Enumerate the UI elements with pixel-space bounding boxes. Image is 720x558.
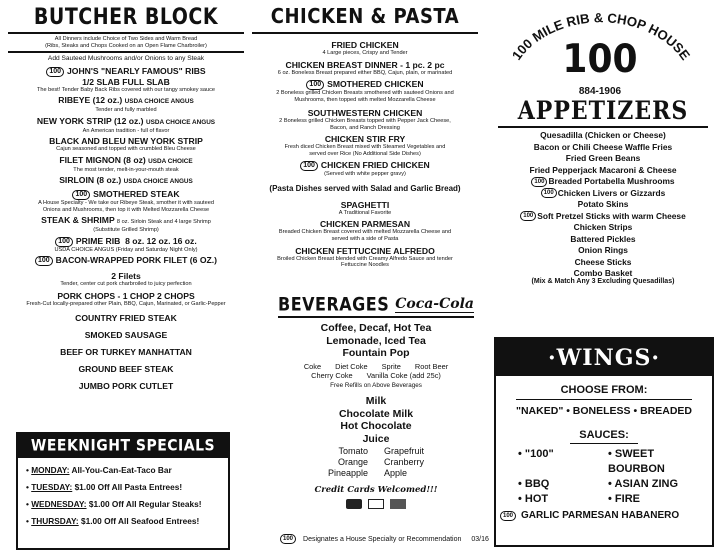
pork-filet-name: BACON-WRAPPED PORK FILET (6 OZ.) bbox=[55, 255, 218, 266]
southwestern-chicken-name: SOUTHWESTERN CHICKEN bbox=[307, 108, 423, 119]
wings-title-bar bbox=[496, 339, 712, 376]
appetizer-list bbox=[494, 130, 712, 280]
steak-shrimp-item bbox=[8, 215, 244, 227]
appetizer-item bbox=[494, 142, 712, 154]
pop-item: Diet Coke bbox=[335, 361, 368, 371]
discover-icon bbox=[390, 499, 406, 509]
juice-list bbox=[272, 446, 480, 479]
appetizer-item bbox=[494, 211, 712, 223]
pork-filet-item bbox=[8, 255, 244, 266]
steak-shrimp-desc: 8 oz. Sirloin Steak and 4 large Shrimp bbox=[116, 219, 211, 226]
smothered-steak-desc-1: A House Specialty - We take our Ribeye Steak, smother it with sauteed bbox=[38, 200, 214, 207]
appetizer-item bbox=[494, 222, 712, 234]
beverages-section bbox=[272, 293, 480, 509]
prime-rib-name: PRIME RIB bbox=[75, 236, 121, 246]
appetizer-name: Fried Pepperjack Macaroni & Cheese bbox=[529, 164, 677, 175]
juice-item: Pineapple bbox=[327, 468, 368, 479]
prime-rib-desc: USDA CHOICE ANGUS (Friday and Saturday Night Only) bbox=[54, 246, 198, 253]
ribs-item bbox=[8, 66, 244, 77]
divider bbox=[498, 126, 708, 128]
weeknight-list bbox=[26, 462, 220, 530]
juice-row bbox=[272, 457, 480, 468]
logo-phone: 884-1906 bbox=[578, 86, 622, 97]
divider bbox=[252, 32, 478, 34]
appetizer-name: Onion Rings bbox=[578, 245, 628, 255]
stir-fry-name: CHICKEN STIR FRY bbox=[324, 134, 406, 145]
sauce-name: BBQ bbox=[524, 478, 550, 490]
house-specialty-badge: 100 bbox=[500, 511, 516, 521]
ribeye-item bbox=[8, 95, 244, 107]
sauce-name: FIRE bbox=[614, 493, 640, 505]
weeknight-item: • THURSDAY: $1.00 Off All Seafood Entrees! bbox=[26, 516, 200, 526]
garlic-parm-row bbox=[500, 510, 712, 521]
cfc-item bbox=[252, 160, 478, 171]
ribeye-tag: USDA CHOICE ANGUS bbox=[124, 98, 194, 106]
appetizer-name: Soft Pretzel Sticks with warm Cheese bbox=[537, 210, 686, 221]
juice-item: Apple bbox=[384, 468, 408, 479]
smothered-steak-item bbox=[8, 189, 244, 200]
sauce-name: "100" bbox=[524, 448, 554, 460]
weeknight-day: MONDAY: bbox=[31, 465, 70, 475]
combo-note: (Mix & Match Any 3 Excluding Quesadillas) bbox=[531, 277, 675, 285]
appetizer-item bbox=[494, 257, 712, 269]
beef-turkey-manhattan: BEEF OR TURKEY MANHATTAN bbox=[60, 347, 192, 358]
appetizers-title: APPETIZERS bbox=[517, 96, 689, 126]
nystrip-tag: USDA CHOICE ANGUS bbox=[145, 118, 216, 126]
juice-item: Cranberry bbox=[384, 457, 425, 468]
house-specialty-badge: 100 bbox=[531, 177, 547, 187]
beverage-line-3: Fountain Pop bbox=[342, 347, 410, 359]
appetizer-name: Fried Green Beans bbox=[565, 153, 641, 163]
house-specialty-badge: 100 bbox=[306, 80, 324, 90]
parmesan-name: CHICKEN PARMESAN bbox=[319, 219, 411, 230]
weeknight-item: • WEDNESDAY: $1.00 Off All Regular Steaks! bbox=[26, 499, 202, 509]
sauce-item: • BBQ bbox=[518, 478, 550, 490]
southwestern-chicken-desc-1: 2 Boneless grilled Chicken Breasts topped with Pepper Jack Cheese, bbox=[279, 118, 451, 125]
pop-list-2 bbox=[272, 371, 480, 380]
appetizers-section bbox=[494, 96, 712, 285]
appetizer-name: Chicken Strips bbox=[573, 222, 633, 232]
fried-chicken-desc: 4 Large pieces, Crispy and Tender bbox=[322, 50, 408, 56]
prime-rib-sizes: 8 oz. 12 oz. 16 oz. bbox=[125, 236, 197, 246]
appetizer-item bbox=[494, 188, 712, 200]
nystrip-name: NEW YORK STRIP (12 oz.) bbox=[36, 115, 144, 126]
beverages-title: BEVERAGES bbox=[278, 293, 390, 315]
smothered-steak-name: SMOTHERED STEAK bbox=[93, 189, 180, 200]
sauce-name: ASIAN ZING bbox=[614, 478, 679, 490]
weeknight-title: WEEKNIGHT SPECIALS bbox=[30, 436, 216, 456]
steak-shrimp-desc-2: (Substitute Grilled Shrimp) bbox=[93, 227, 159, 234]
parmesan-desc-2: served with a side of Pasta bbox=[331, 236, 399, 242]
nystrip-item bbox=[8, 116, 244, 128]
footnote bbox=[280, 534, 489, 544]
divider bbox=[570, 443, 638, 444]
credit-cards-note: Credit Cards Welcomed!!! bbox=[314, 485, 438, 496]
juice-item: Tomato bbox=[338, 446, 368, 457]
beverages-header bbox=[272, 293, 480, 315]
appetizer-name: Potato Skins bbox=[577, 199, 629, 209]
chocolate-milk: Chocolate Milk bbox=[338, 407, 414, 420]
nystrip-desc: An American tradition - full of flavor bbox=[82, 127, 170, 134]
milk: Milk bbox=[365, 395, 387, 408]
smothered-chicken-desc-2: Mushrooms, then topped with melted Mozzarella Cheese bbox=[294, 96, 436, 103]
pop-item: Coke bbox=[303, 361, 322, 371]
sauce-item: • HOT bbox=[518, 493, 549, 505]
sauce-grid bbox=[496, 447, 712, 507]
appetizer-name: Combo Basket bbox=[573, 268, 633, 278]
house-specialty-badge: 100 bbox=[280, 534, 296, 544]
weeknight-text: $1.00 Off All Seafood Entrees! bbox=[81, 516, 200, 526]
house-specialty-badge: 100 bbox=[541, 188, 557, 198]
appetizer-item bbox=[494, 245, 712, 257]
parmesan-desc-1: Breaded Chicken Breast covered with melted Mozzarella Cheese and bbox=[278, 229, 452, 236]
juice-item: Orange bbox=[337, 457, 368, 468]
menu-date: 03/16 bbox=[471, 535, 489, 543]
appetizer-item bbox=[494, 165, 712, 177]
butcher-block-section bbox=[8, 4, 244, 395]
weeknight-specials-box bbox=[16, 432, 230, 550]
alfredo-desc-2: Fettuccine Noodles bbox=[341, 262, 389, 269]
southwestern-chicken-desc-2: Bacon, and Ranch Dressing bbox=[330, 124, 400, 131]
butcher-intro-2: (Ribs, Steaks and Chops Cooked on an Open Flame Charbroiler) bbox=[45, 42, 207, 49]
wings-sauces-label: SAUCES: bbox=[579, 429, 629, 441]
jumbo-pork-cutlet: JUMBO PORK CUTLET bbox=[78, 381, 174, 392]
chicken-breast-name: CHICKEN BREAST DINNER - 1 pc. 2 pc bbox=[285, 59, 445, 70]
weeknight-day: TUESDAY: bbox=[31, 482, 73, 492]
house-specialty-badge: 100 bbox=[520, 211, 536, 221]
card-logos bbox=[272, 499, 480, 509]
sauce-item: • ASIAN ZING bbox=[608, 478, 679, 490]
chicken-pasta-title: CHICKEN & PASTA bbox=[270, 4, 460, 29]
butcher-addon: Add Sauteed Mushrooms and/or Onions to any Steak bbox=[47, 55, 205, 63]
fried-chicken-name: FRIED CHICKEN bbox=[331, 40, 399, 50]
wings-box bbox=[494, 337, 714, 547]
juice: Juice bbox=[362, 432, 390, 445]
weeknight-item: • MONDAY: All-You-Can-Eat-Taco Bar bbox=[26, 465, 172, 475]
stir-fry-desc-2: served over Rice (No Additional Side Dishes) bbox=[309, 150, 421, 157]
sauce-item: • FIRE bbox=[608, 493, 640, 505]
visa-icon bbox=[368, 499, 384, 509]
pop-item: Sprite bbox=[381, 361, 401, 371]
appetizer-name: Battered Pickles bbox=[570, 233, 636, 244]
juice-row bbox=[272, 468, 480, 479]
weeknight-day: THURSDAY: bbox=[31, 516, 79, 526]
appetizer-item bbox=[494, 130, 712, 142]
weeknight-item: • TUESDAY: $1.00 Off All Pasta Entrees! bbox=[26, 482, 183, 492]
weeknight-title-bar bbox=[18, 434, 228, 458]
juice-item: Grapefruit bbox=[384, 446, 425, 457]
filet-tag: USDA CHOICE bbox=[148, 157, 193, 165]
weeknight-text: $1.00 Off All Regular Steaks! bbox=[88, 499, 202, 509]
pop-item: Root Beer bbox=[414, 361, 449, 371]
ribeye-desc: Tender and fully marbled bbox=[95, 107, 157, 114]
spaghetti-name: SPAGHETTI bbox=[340, 199, 390, 210]
prime-rib-item bbox=[8, 236, 244, 247]
beverage-line-2: Lemonade, Iced Tea bbox=[326, 334, 426, 347]
pasta-note: (Pasta Dishes served with Salad and Garlic Bread) bbox=[269, 183, 461, 193]
appetizer-item bbox=[494, 153, 712, 165]
sirloin-item bbox=[8, 175, 244, 187]
pork-chops-name: PORK CHOPS - 1 CHOP 2 CHOPS bbox=[57, 290, 195, 301]
coca-cola-logo: Coca-Cola bbox=[395, 296, 474, 312]
house-specialty-badge: 100 bbox=[300, 161, 318, 171]
ribs-desc: The best! Tender Baby Back Ribs covered with our tangy smokey sauce bbox=[36, 86, 216, 93]
two-filets: 2 Filets bbox=[111, 271, 141, 282]
sirloin-name: SIRLOIN (8 oz.) bbox=[59, 175, 122, 186]
alfredo-name: CHICKEN FETTUCCINE ALFREDO bbox=[295, 245, 435, 256]
wings-styles: "NAKED" • BONELESS • BREADED bbox=[516, 405, 692, 417]
mastercard-icon bbox=[346, 499, 362, 509]
divider bbox=[8, 32, 244, 34]
house-logo bbox=[488, 2, 712, 104]
pop-item: Vanilla Coke (add 25c) bbox=[366, 370, 441, 380]
hot-chocolate: Hot Chocolate bbox=[340, 420, 412, 433]
sauce-name: HOT bbox=[524, 493, 549, 505]
ribeye-name: RIBEYE (12 oz.) bbox=[58, 95, 123, 106]
appetizer-name: Quesadilla (Chicken or Cheese) bbox=[540, 130, 666, 140]
chicken-breast-desc: 6 oz. Boneless Breast prepared either BBQ, Cajun, plain, or marinated bbox=[277, 69, 453, 76]
refills-note: Free Refills on Above Beverages bbox=[330, 381, 422, 389]
two-filets-desc: Tender, center cut pork charbroiled to juicy perfection bbox=[60, 281, 192, 288]
smoked-sausage: SMOKED SAUSAGE bbox=[84, 330, 168, 341]
steak-shrimp-name: STEAK & SHRIMP bbox=[41, 215, 115, 226]
house-specialty-badge: 100 bbox=[72, 190, 90, 200]
cfc-desc: (Served with white pepper gravy) bbox=[324, 171, 406, 178]
smothered-steak-desc-2: Onions and Mushrooms, then top it with Melted Mozzarella Cheese bbox=[42, 206, 210, 213]
footnote-text: Designates a House Specialty or Recommendation bbox=[303, 535, 462, 543]
garlic-parm-name: GARLIC PARMESAN HABANERO bbox=[521, 510, 680, 521]
ground-beef-steak: GROUND BEEF STEAK bbox=[78, 364, 174, 375]
appetizer-item bbox=[494, 234, 712, 246]
ribs-name: JOHN'S "NEARLY FAMOUS" RIBS bbox=[67, 65, 206, 76]
beverage-line-1: Coffee, Decaf, Hot Tea bbox=[320, 322, 432, 334]
spaghetti-desc: A Traditional Favorite bbox=[338, 209, 392, 216]
cfc-name: CHICKEN FRIED CHICKEN bbox=[320, 160, 430, 171]
filet-name: FILET MIGNON (8 oz) bbox=[59, 154, 146, 165]
sauce-item: • SWEET BOURBON bbox=[608, 448, 665, 475]
ribs-sizes: 1/2 SLAB FULL SLAB bbox=[82, 76, 170, 87]
logo-number: 100 bbox=[562, 36, 638, 82]
smothered-chicken-item bbox=[252, 79, 478, 90]
pop-item: Cherry Coke bbox=[311, 370, 353, 380]
sirloin-tag: USDA CHOICE ANGUS bbox=[123, 178, 193, 186]
house-specialty-badge: 100 bbox=[46, 67, 64, 77]
pork-chops-desc: Fresh-Cut locally-prepared other Plain, BBQ, Cajun, Marinated, or Garlic-Pepper bbox=[26, 300, 226, 307]
house-specialty-badge: 100 bbox=[55, 237, 73, 247]
smothered-chicken-desc-1: 2 Boneless grilled Chicken Breasts smothered with sauteed Onions and bbox=[276, 89, 454, 96]
butcher-intro-1: All Dinners include Choice of Two Sides and Warm Bread bbox=[54, 36, 198, 42]
butcher-block-title: BUTCHER BLOCK bbox=[33, 4, 219, 30]
sauce-item: • "100" bbox=[518, 448, 554, 460]
black-bleu-desc: Cajun seasoned and topped with crumbled Bleu Cheese bbox=[56, 146, 196, 153]
smothered-chicken-name: SMOTHERED CHICKEN bbox=[327, 79, 424, 90]
appetizer-item bbox=[494, 199, 712, 211]
divider bbox=[8, 51, 244, 53]
chicken-pasta-section bbox=[252, 4, 478, 269]
alfredo-desc-1: Broiled Chicken Breast blended with Creamy Alfredo Sauce and tender bbox=[277, 255, 453, 262]
appetizer-name: Bacon or Chili Cheese Waffle Fries bbox=[533, 141, 673, 152]
logo-arc-text: 100 MILE RIB & CHOP HOUSE bbox=[508, 10, 694, 63]
appetizer-name: Breaded Portabella Mushrooms bbox=[548, 176, 675, 186]
filet-desc: The most tender, melt-in-your-mouth steak bbox=[73, 166, 179, 173]
divider bbox=[516, 399, 692, 400]
pop-list-1 bbox=[272, 362, 480, 371]
juice-row bbox=[272, 446, 480, 457]
appetizer-item bbox=[494, 176, 712, 188]
house-specialty-badge: 100 bbox=[35, 256, 53, 266]
weeknight-day: WEDNESDAY: bbox=[31, 499, 87, 509]
appetizer-name: Chicken Livers or Gizzards bbox=[557, 187, 666, 198]
country-fried-steak: COUNTRY FRIED STEAK bbox=[75, 313, 177, 324]
wings-title: ·WINGS· bbox=[547, 345, 661, 371]
stir-fry-desc-1: Fresh diced Chicken Breast mixed with Steamed Vegetables and bbox=[284, 144, 446, 151]
weeknight-text: $1.00 Off All Pasta Entrees! bbox=[74, 482, 183, 492]
appetizer-name: Cheese Sticks bbox=[574, 256, 632, 267]
weeknight-text: All-You-Can-Eat-Taco Bar bbox=[71, 465, 172, 475]
wings-choose: CHOOSE FROM: bbox=[560, 384, 648, 396]
black-bleu-name: BLACK AND BLEU NEW YORK STRIP bbox=[49, 136, 203, 147]
sauce-name: SWEET BOURBON bbox=[608, 448, 665, 475]
divider bbox=[278, 316, 474, 318]
filet-item bbox=[8, 155, 244, 167]
